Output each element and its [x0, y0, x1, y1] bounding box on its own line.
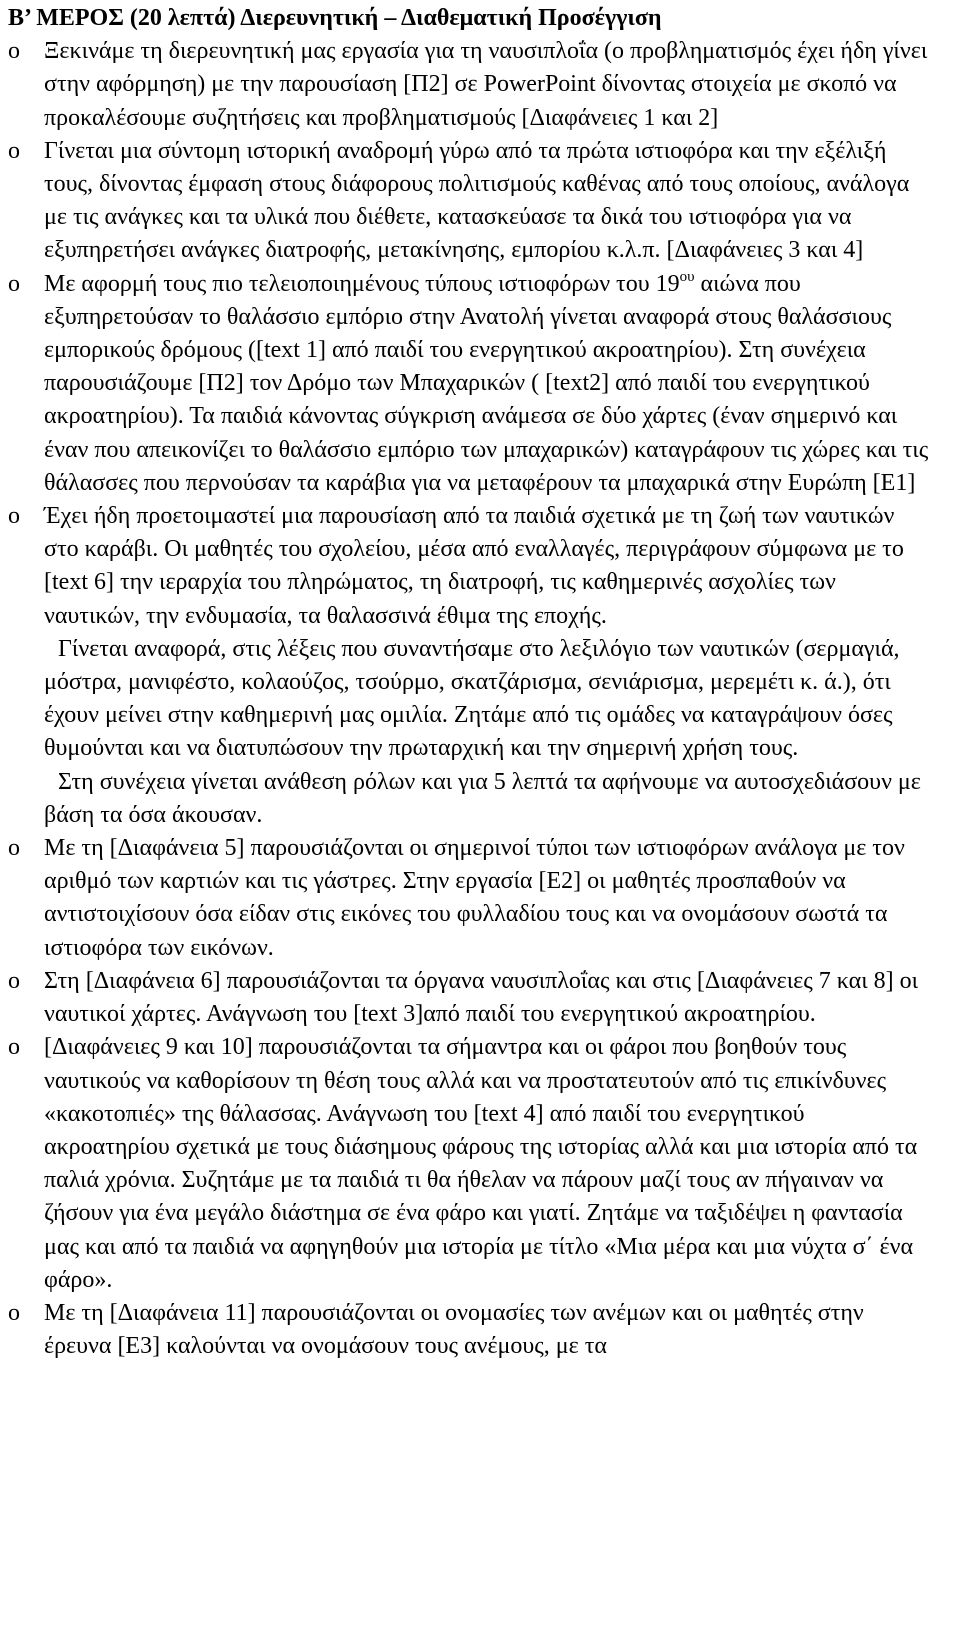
- list-item-text: Με τη [Διαφάνεια 5] παρουσιάζονται οι σημερινοί τύποι των ιστιοφόρων ανάλογα με τον αριθμό των καρτιών και τις γάστρες. Στην εργασία [Ε2] οι μαθητές προσπαθούν να αντιστοιχίσουν όσα είδαν στις εικόνες του φυλλαδίου τους και να ονομάσουν σωστά τα ιστιοφόρα των εικόνων.: [44, 835, 905, 961]
- superscript-ordinal: ου: [679, 268, 695, 285]
- list-item: [8, 832, 934, 965]
- list-item: [8, 35, 934, 135]
- paragraph: [8, 633, 934, 766]
- bullet-icon: o: [8, 38, 20, 65]
- bullet-icon: o: [8, 1299, 20, 1326]
- list-item: [8, 965, 934, 1031]
- list-item-text: [Διαφάνειες 9 και 10] παρουσιάζονται τα σήμαντρα και οι φάροι που βοηθούν τους ναυτικούς να καθορίσουν τη θέση τους αλλά και να προστατευτούν από τις επικίνδυνες «κακοτοπιές» της θάλασσας. Ανάγνωση του [text 4] από παιδί του ενεργητικού ακροατηρίου σχετικά με τους διάσημους φάρους της ιστορίας αλλά και μια ιστορία από τα παλιά χρόνια. Συζητάμε με τα παιδιά τι θα ήθελαν να πάρουν μαζί τους αν πήγαιναν να ζήσουν για ένα μεγάλο διάστημα σε ένα φάρο και γιατί. Ζητάμε να ταξιδέψει η φαντασία μας και από τα παιδιά να αφηγηθούν μια ιστορία με τίτλο «Μια μέρα και μια νύχτα σ΄ ένα φάρο».: [44, 1034, 918, 1293]
- bullet-icon: o: [8, 835, 20, 862]
- bullet-icon: o: [8, 967, 20, 994]
- list-item-text: Με τη [Διαφάνεια 11] παρουσιάζονται οι ονομασίες των ανέμων και οι μαθητές στην έρευνα [Ε3] καλούνται να ονομάσουν τους ανέμους, με τα: [44, 1299, 864, 1360]
- list-item: [8, 268, 934, 500]
- bullet-icon: o: [8, 503, 20, 530]
- bullet-icon: o: [8, 1034, 20, 1061]
- list-item-text-continued: αιώνα που εξυπηρετούσαν το θαλάσσιο εμπόριο στην Ανατολή γίνεται αναφορά στους θαλάσσιους εμπορικούς δρόμους ([text 1] από παιδί του ενεργητικού ακροατηρίου). Στη συνέχεια παρουσιάζουμε [Π2] τον Δρόμο των Μπαχαρικών ( [text2] από παιδί του ενεργητικού ακροατηρίου). Τα παιδιά κάνοντας σύγκριση ανάμεσα σε δύο χάρτες (έναν σημερινό και έναν που απεικονίζει το θαλάσσιο εμπόριο των μπαχαρικών) καταγράφουν τις χώρες και τις θάλασσες που περνούσαν τα καράβια για να μεταφέρουν τα μπαχαρικά στην Ευρώπη [Ε1]: [44, 270, 929, 496]
- list-item-text: Έχει ήδη προετοιμαστεί μια παρουσίαση από τα παιδιά σχετικά με τη ζωή των ναυτικών στο καράβι. Οι μαθητές του σχολείου, μέσα από εναλλαγές, περιγράφουν σύμφωνα με το [text 6] την ιεραρχία του πληρώματος, τη διατροφή, τις καθημερινές ασχολίες των ναυτικών, την ενδυμασία, τα θαλασσινά έθιμα της εποχής.: [44, 503, 904, 629]
- section-heading: Β’ ΜΕΡΟΣ (20 λεπτά) Διερευνητική – Διαθεματική Προσέγγιση: [8, 5, 662, 31]
- list-item-text: Γίνεται μια σύντομη ιστορική αναδρομή γύρω από τα πρώτα ιστιοφόρα και την εξέλιξή τους, δίνοντας έμφαση στους διάφορους πολιτισμούς καθένας από τους οποίους, ανάλογα με τις ανάγκες και τα υλικά που διέθετε, κατασκεύασε τα δικά του ιστιοφόρα για να εξυπηρετήσει ανάγκες διατροφής, μετακίνησης, εμπορίου κ.λ.π. [Διαφάνειες 3 και 4]: [44, 137, 910, 264]
- bullet-icon: o: [8, 270, 20, 297]
- paragraph: [8, 766, 934, 832]
- paragraph-text: Γίνεται αναφορά, στις λέξεις που συναντήσαμε στο λεξιλόγιο των ναυτικών (σερμαγιά, μόστρα, μανιφέστο, κολαούζος, τσούρμο, σκατζάρισμα, σενιάρισμα, μερεμέτι κ. ά.), ότι έχουν μείνει στην καθημερινή μας ομιλία. Ζητάμε από τις ομάδες να καταγράψουν όσες θυμούνται και να διατυπώσουν την πρωταρχική και την σημερινή χρήση τους.: [44, 635, 900, 762]
- list-item-text: Ξεκινάμε τη διερευνητική μας εργασία για τη ναυσιπλοΐα (ο προβληματισμός έχει ήδη γίνει στην αφόρμηση) με την παρουσίαση [Π2] σε PowerPoint δίνοντας στοιχεία με σκοπό να προκαλέσουμε συζητήσεις και προβληματισμούς [Διαφάνειες 1 και 2]: [44, 38, 928, 131]
- list-item: [8, 500, 934, 633]
- list-item: [8, 135, 934, 268]
- list-item: [8, 1031, 934, 1297]
- list-item: [8, 1297, 934, 1363]
- list-item-text: Με αφορμή τους πιο τελειοποιημένους τύπους ιστιοφόρων του 19: [44, 270, 680, 297]
- bullet-icon: o: [8, 137, 20, 164]
- list-item-text: Στη [Διαφάνεια 6] παρουσιάζονται τα όργανα ναυσιπλοΐας και στις [Διαφάνειες 7 και 8] οι ναυτικοί χάρτες. Ανάγνωση του [text 3]από παιδί του ενεργητικού ακροατηρίου.: [44, 967, 919, 1028]
- paragraph-text: Στη συνέχεια γίνεται ανάθεση ρόλων και για 5 λεπτά τα αφήνουμε να αυτοσχεδιάσουν με βάση τα όσα άκουσαν.: [44, 768, 921, 828]
